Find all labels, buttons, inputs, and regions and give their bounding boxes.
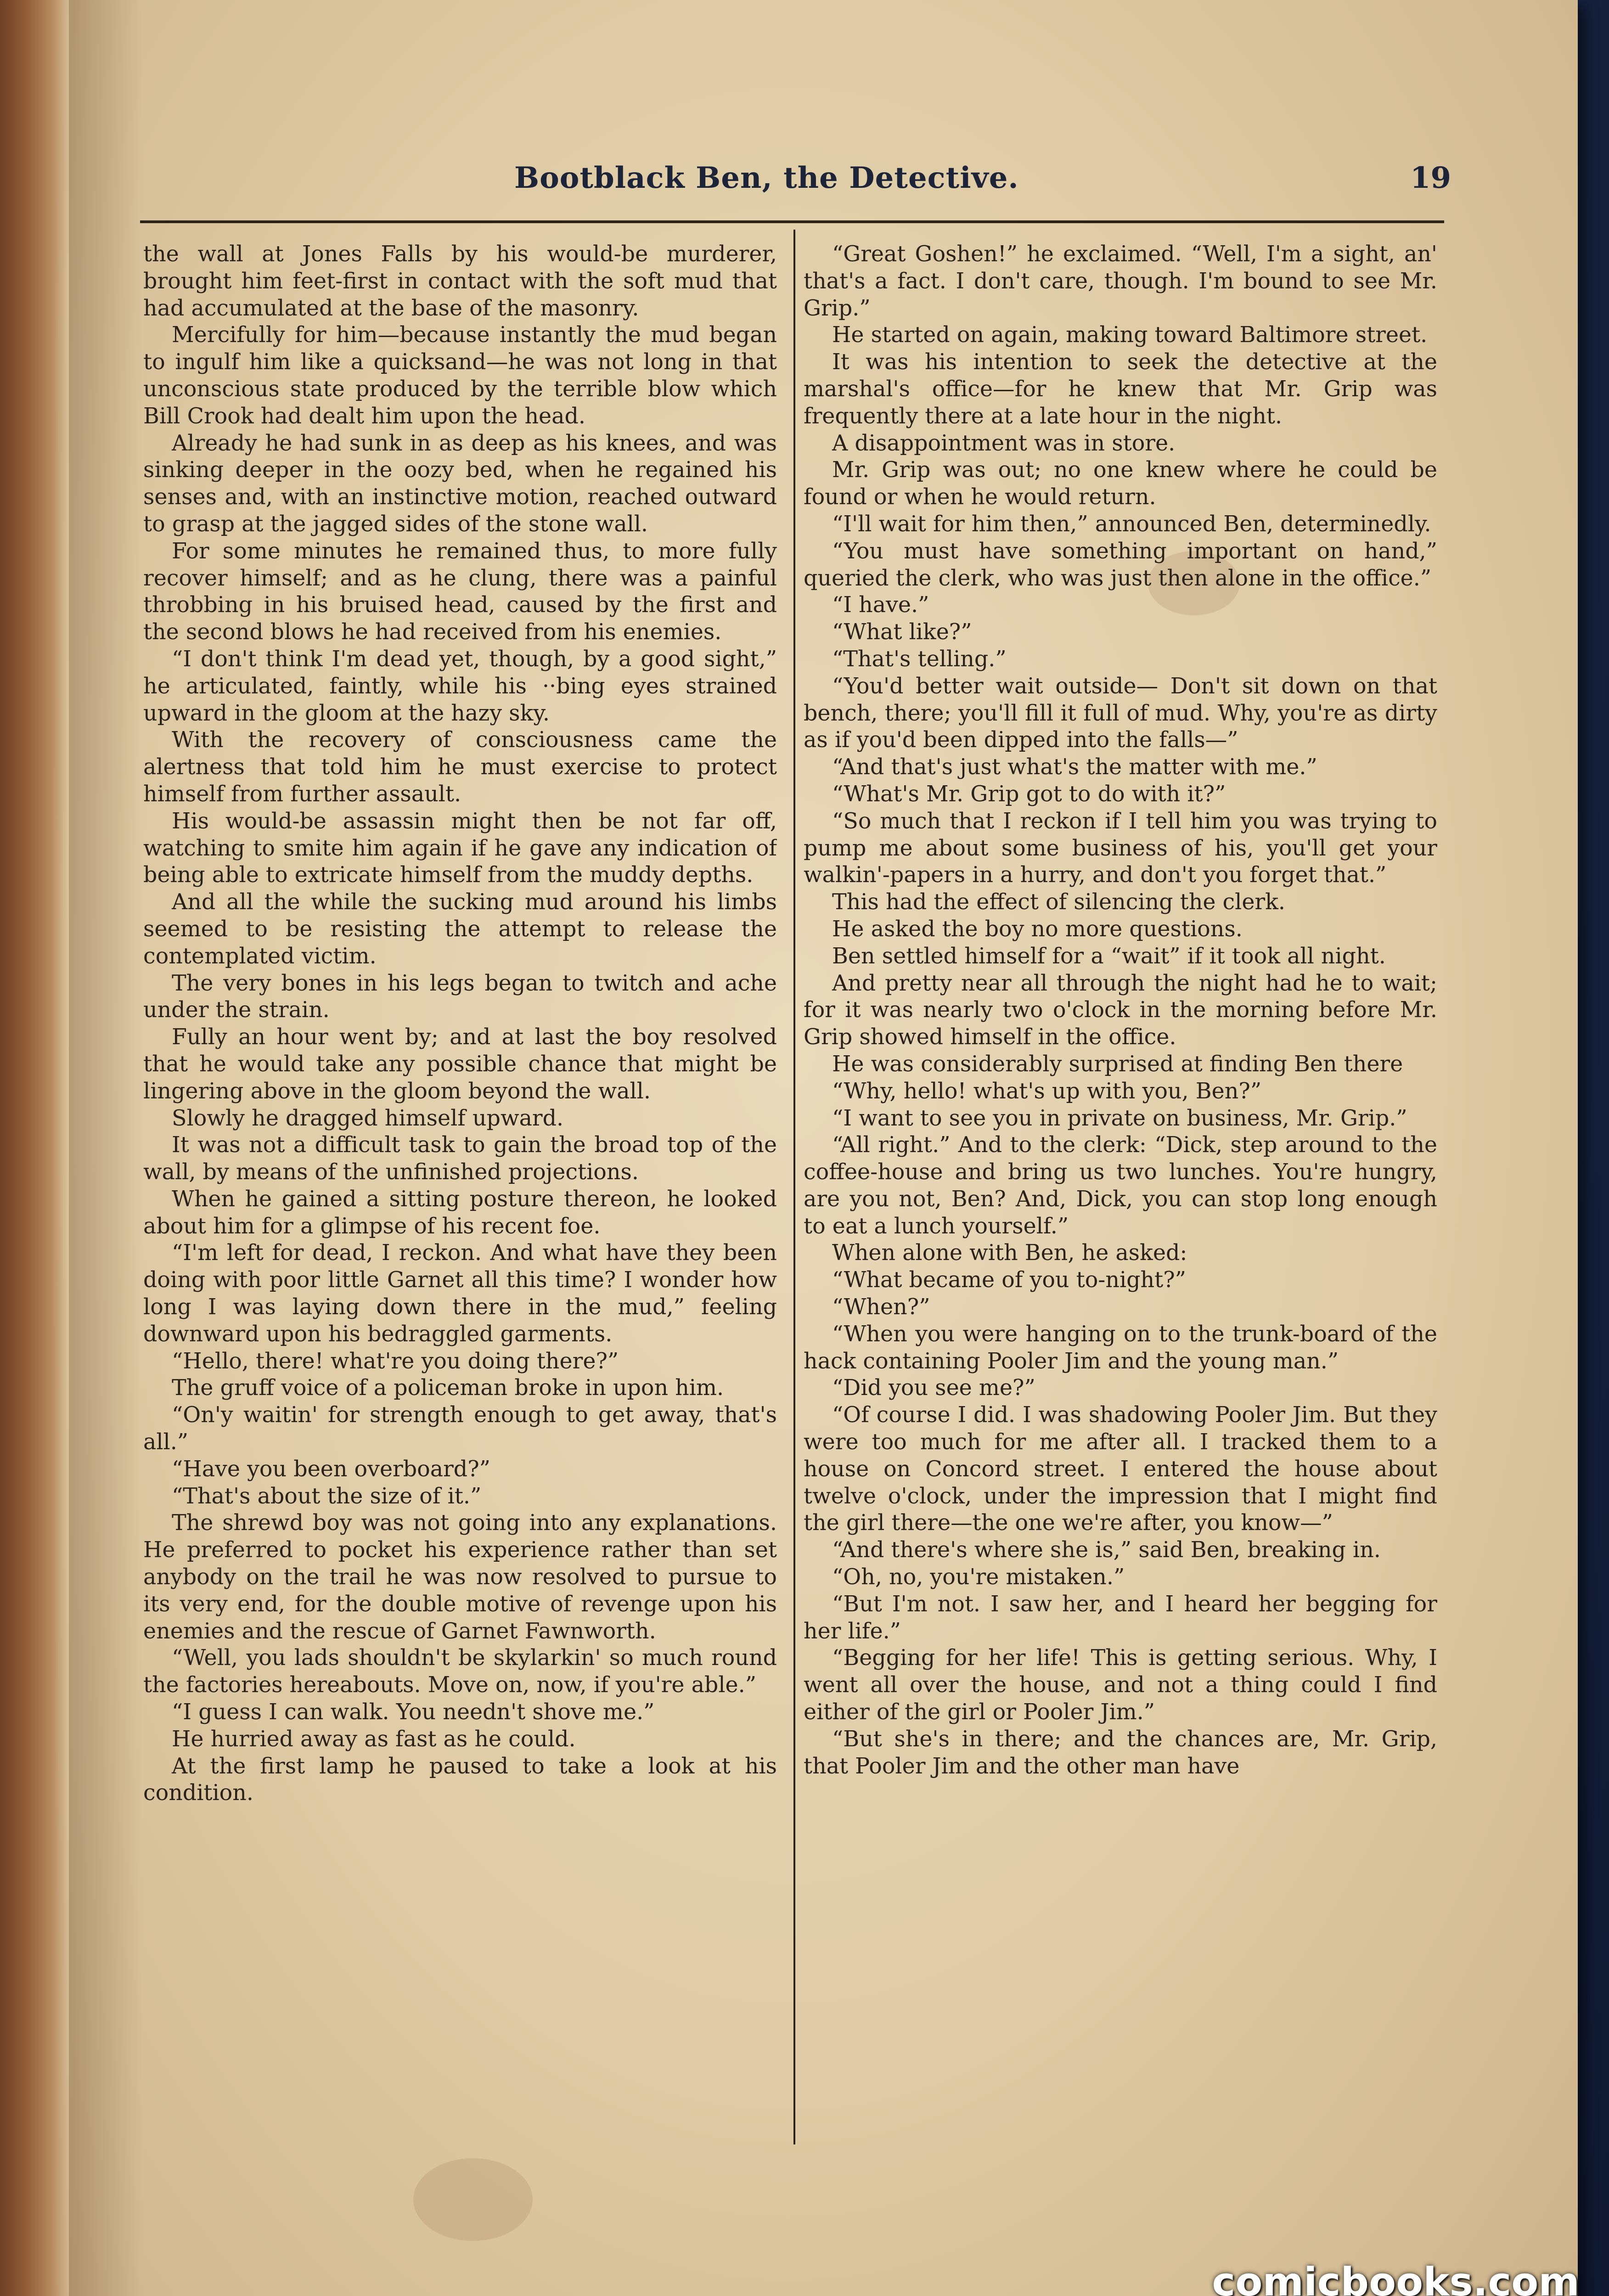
right-column: [804, 241, 1437, 2147]
header-rule: [140, 220, 1444, 223]
page-gutter: [0, 0, 69, 2296]
paragraph: “That's telling.”: [832, 646, 1007, 672]
paragraph: “I have.”: [832, 592, 929, 618]
paragraph: “That's about the size of it.”: [172, 1483, 482, 1509]
paragraph: “And that's just what's the matter with me.”: [832, 754, 1317, 780]
paragraph: “I'll wait for him then,” announced Ben, determinedly.: [832, 511, 1431, 537]
paragraph: Slowly he dragged himself upward.: [172, 1105, 564, 1131]
paragraph: His would-be assassin might then be not far off, watching to smite him again if he gave any indication of being able to extricate himself from the muddy depths.: [143, 808, 777, 888]
paragraph: “And there's where she is,” said Ben, breaking in.: [832, 1537, 1381, 1563]
paragraph: “Of course I did. I was shadowing Pooler Jim. But they were too much for me after all. I tracked them to a house on Concord street. I entered the house about twelve o'clock, under the impression that I might find the girl there—the one we're after, you know—”: [804, 1402, 1437, 1536]
paragraph: Mr. Grip was out; no one knew where he could be found or when he would return.: [804, 457, 1437, 510]
paragraph: The very bones in his legs began to twitch and ache under the strain.: [143, 970, 777, 1023]
paragraph: This had the effect of silencing the clerk.: [832, 889, 1286, 915]
paragraph: A disappointment was in store.: [832, 430, 1176, 456]
left-column: [143, 241, 777, 2147]
paragraph: “On'y waitin' for strength enough to get away, that's all.”: [143, 1402, 777, 1455]
paragraph: “But I'm not. I saw her, and I heard her begging for her life.”: [804, 1591, 1437, 1644]
paragraph: For some minutes he remained thus, to more fully recover himself; and as he clung, there was a painful throbbing in his bruised head, caused by the first and the second blows he had received from his enemies.: [143, 538, 777, 645]
paragraph: At the first lamp he paused to take a look at his condition.: [143, 1753, 777, 1806]
paragraph: He was considerably surprised at finding Ben there: [832, 1051, 1403, 1077]
running-header: Bootblack Ben, the Detective.: [514, 161, 1019, 195]
paragraph: With the recovery of consciousness came the alertness that told him he must exercise to protect himself from further assault.: [143, 727, 777, 807]
paragraph: “When you were hanging on to the trunk-board of the hack containing Pooler Jim and the young man.”: [804, 1321, 1437, 1374]
paragraph: “I don't think I'm dead yet, though, by a good sight,” he articulated, faintly, while his ··bing eyes strained upward in the gloom at the hazy sky.: [143, 646, 777, 726]
paragraph: “So much that I reckon if I tell him you was trying to pump me about some business of his, you'll get your walkin'-papers in a hurry, and don't you forget that.”: [804, 808, 1437, 888]
watermark: comicbooks.com: [1212, 2259, 1580, 2296]
paragraph: He asked the boy no more questions.: [832, 916, 1243, 942]
paragraph: It was not a difficult task to gain the broad top of the wall, by means of the unfinished projections.: [143, 1132, 777, 1185]
paragraph: “But she's in there; and the chances are, Mr. Grip, that Pooler Jim and the other man have: [804, 1726, 1437, 1779]
paragraph: “Did you see me?”: [832, 1375, 1035, 1401]
paragraph: “I want to see you in private on business, Mr. Grip.”: [832, 1105, 1407, 1131]
paragraph: “What's Mr. Grip got to do with it?”: [832, 781, 1226, 807]
paragraph: “You'd better wait outside— Don't sit down on that bench, there; you'll fill it full of mud. Why, you're as dirty as if you'd been dipped into the falls—”: [804, 673, 1437, 753]
paragraph: “Great Goshen!” he exclaimed. “Well, I'm a sight, an' that's a fact. I don't care, though. I'm bound to see Mr. Grip.”: [804, 242, 1437, 321]
paper-stain: [413, 2158, 533, 2241]
paragraph: When alone with Ben, he asked:: [832, 1240, 1187, 1266]
paragraph: “I'm left for dead, I reckon. And what have they been doing with poor little Garnet all this time? I wonder how long I was laying down there in the mud,” feeling downward upon his bedraggled garments.: [143, 1240, 777, 1347]
paragraph: Ben settled himself for a “wait” if it took all night.: [832, 943, 1386, 969]
paragraph: “When?”: [832, 1294, 930, 1320]
paragraph: Mercifully for him—because instantly the mud began to ingulf him like a quicksand—he was not long in that unconscious state produced by the terrible blow which Bill Crook had dealt him upon the head.: [143, 322, 777, 429]
paragraph: “Have you been overboard?”: [172, 1456, 490, 1482]
paragraph: “Why, hello! what's up with you, Ben?”: [832, 1078, 1262, 1104]
paragraph: “All right.” And to the clerk: “Dick, step around to the coffee-house and bring us two lunches. You're hungry, are you not, Ben? And, Dick, you can stop long enough to eat a lunch yourself.”: [804, 1132, 1437, 1239]
paragraph: “Well, you lads shouldn't be skylarkin' so much round the factories hereabouts. Move on, now, if you're able.”: [143, 1645, 777, 1698]
paragraph: The shrewd boy was not going into any explanations. He preferred to pocket his experience rather than set anybody on the trail he was now resolved to pursue to its very end, for the double motive of revenge upon his enemies and the rescue of Garnet Fawnworth.: [143, 1510, 777, 1644]
paragraph: Fully an hour went by; and at last the boy resolved that he would take any possible chance that might be lingering above in the gloom beyond the wall.: [143, 1024, 777, 1104]
spine-shadow: [69, 0, 142, 2296]
paragraph: When he gained a sitting posture thereon, he looked about him for a glimpse of his recent foe.: [143, 1186, 777, 1239]
paragraph: Already he had sunk in as deep as his knees, and was sinking deeper in the oozy bed, when he regained his senses and, with an instinctive motion, reached outward to grasp at the jagged sides of the stone wall.: [143, 430, 777, 537]
column-divider: [793, 230, 795, 2144]
paragraph: the wall at Jones Falls by his would-be murderer, brought him feet-first in contact with the soft mud that had accumulated at the base of the masonry.: [143, 242, 777, 321]
paragraph: “Oh, no, you're mistaken.”: [832, 1564, 1125, 1590]
paragraph: “Begging for her life! This is getting serious. Why, I went all over the house, and not a thing could I find either of the girl or Pooler Jim.”: [804, 1645, 1437, 1725]
paragraph: And all the while the sucking mud around his limbs seemed to be resisting the attempt to release the contemplated victim.: [143, 889, 777, 969]
page-number: 19: [1410, 161, 1451, 195]
paragraph: “What became of you to-night?”: [832, 1267, 1186, 1293]
paragraph: It was his intention to seek the detective at the marshal's office—for he knew that Mr. Grip was frequently there at a late hour in the night.: [804, 349, 1437, 429]
paragraph: He started on again, making toward Baltimore street.: [832, 322, 1428, 348]
paragraph: “I guess I can walk. You needn't shove me.”: [172, 1699, 655, 1725]
paragraph: “You must have something important on hand,” queried the clerk, who was just then alone in the office.”: [804, 538, 1437, 591]
paragraph: “Hello, there! what're you doing there?”: [172, 1348, 619, 1374]
paragraph: The gruff voice of a policeman broke in upon him.: [172, 1375, 724, 1401]
paragraph: And pretty near all through the night had he to wait; for it was nearly two o'clock in the morning before Mr. Grip showed himself in the office.: [804, 970, 1437, 1050]
paragraph: He hurried away as fast as he could.: [172, 1726, 576, 1752]
paragraph: “What like?”: [832, 619, 972, 645]
